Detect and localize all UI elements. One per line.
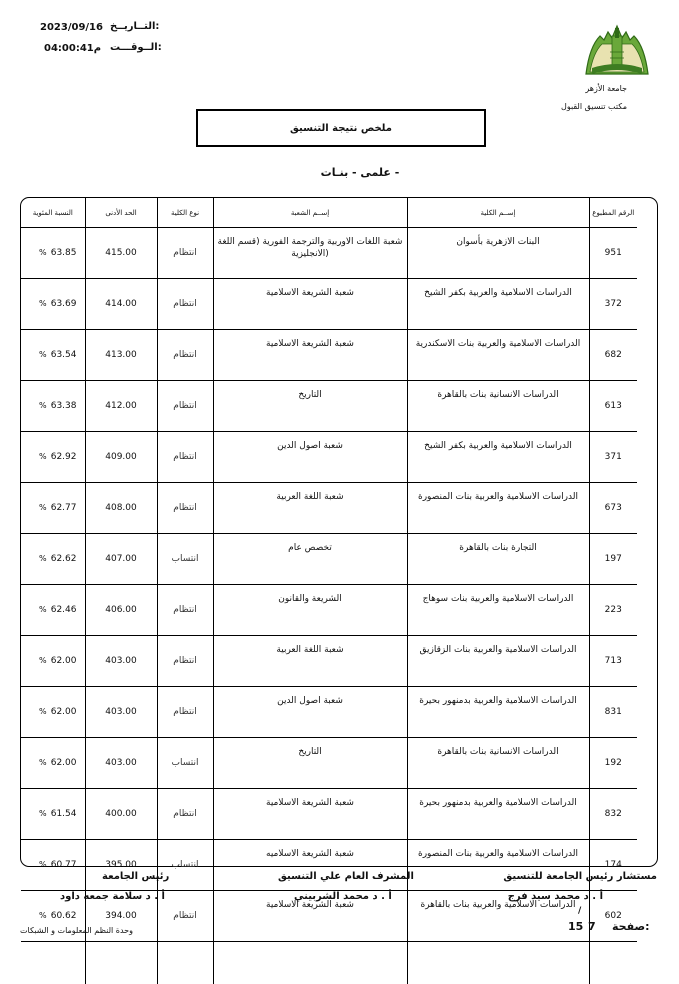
- cell-min-score: 415.00: [85, 228, 157, 279]
- cell-branch: الشريعة والقانون: [213, 585, 407, 636]
- page-separator: /: [578, 906, 581, 916]
- cell-percentage: [21, 840, 85, 891]
- cell-college: الدراسات الاسلامية والعربية بنات المنصورة: [407, 840, 589, 891]
- cell-type: انتظام: [157, 279, 213, 330]
- percent-value: 60.62: [51, 911, 77, 921]
- percent-value: 62.46: [51, 605, 77, 615]
- cell-college: التجارة بنات بالقاهرة: [407, 534, 589, 585]
- cell-type: انتظام: [157, 381, 213, 432]
- cell-branch: شعبة اللغة العربية: [213, 636, 407, 687]
- cell-type: انتظام: [157, 228, 213, 279]
- cell-college: الدراسات الاسلامية والعربية بكفر الشيخ: [407, 432, 589, 483]
- cell-college: الدراسات الاسلامية والعربية بنات سوهاج: [407, 585, 589, 636]
- percent-symbol: %: [39, 299, 47, 309]
- cell-college: الدراسات الاسلامية والعربية بنات الاسكندرية: [407, 330, 589, 381]
- cell-percentage: [21, 738, 85, 789]
- percent-symbol: %: [39, 401, 47, 411]
- cell-type: انتظام: [157, 585, 213, 636]
- cell-type: انتظام: [157, 636, 213, 687]
- page-number: 7: [588, 920, 596, 933]
- cell-min-score: 407.00: [85, 534, 157, 585]
- cell-college: الدراسات الاسلامية والعربية بنات بالقاهرة: [407, 891, 589, 942]
- cell-min-score: 413.00: [85, 330, 157, 381]
- cell-type: انتساب: [157, 534, 213, 585]
- cell-branch: شعبة الشريعة الاسلامية: [213, 891, 407, 942]
- table-row: [21, 483, 637, 534]
- percent-symbol: %: [39, 860, 47, 870]
- percent-symbol: %: [39, 605, 47, 615]
- percent-symbol: %: [39, 809, 47, 819]
- cell-branch: التاريخ: [213, 738, 407, 789]
- cell-college: الدراسات الاسلامية والعربية بنات الزقازيق: [407, 636, 589, 687]
- cell-college: الدراسات الاسلامية والعربية بدمنهور بحيرة: [407, 789, 589, 840]
- percent-value: 62.92: [51, 452, 77, 462]
- cell-college: الدراسات الانسانية بنات بالقاهرة: [407, 381, 589, 432]
- cell-min-score: 403.00: [85, 738, 157, 789]
- cell-college: الدراسات الاسلامية والعربية بنات المنصورة: [407, 483, 589, 534]
- cell-code: 602: [589, 891, 637, 942]
- col-header-min: الحد الأدنى: [85, 198, 157, 228]
- col-header-college: إســم الكلية: [407, 198, 589, 228]
- cell-type: انتساب: [157, 840, 213, 891]
- cell-branch: شعبة اصول الدين: [213, 432, 407, 483]
- cell-min-score: 403.00: [85, 636, 157, 687]
- office-name: مكتب تنسيق القبول: [561, 102, 627, 111]
- percent-value: 61.54: [51, 809, 77, 819]
- cell-percentage: [21, 279, 85, 330]
- advisor-title: مستشار رئيس الجامعة للتنسيق: [503, 871, 657, 882]
- table-row: [21, 534, 637, 585]
- cell-code: 832: [589, 789, 637, 840]
- cell-min-score: 395.00: [85, 840, 157, 891]
- table-row: [21, 585, 637, 636]
- report-title-box: [196, 109, 486, 147]
- page-total: 15: [568, 920, 583, 933]
- cell-code: 372: [589, 279, 637, 330]
- col-header-pct: النسبة المئوية: [21, 198, 85, 228]
- cell-min-score: 409.00: [85, 432, 157, 483]
- table-filler-row: [21, 942, 637, 984]
- cell-branch: شعبة الشريعة الاسلامية: [213, 279, 407, 330]
- col-header-type: نوع الكلية: [157, 198, 213, 228]
- percent-symbol: %: [39, 503, 47, 513]
- university-name: جامعة الأزهر: [585, 84, 627, 93]
- cell-min-score: 408.00: [85, 483, 157, 534]
- cell-min-score: 406.00: [85, 585, 157, 636]
- percent-symbol: %: [39, 656, 47, 666]
- percent-value: 63.69: [51, 299, 77, 309]
- cell-percentage: [21, 228, 85, 279]
- cell-branch: تخصص عام: [213, 534, 407, 585]
- president-name: أ . د سلامة جمعه داود: [60, 891, 165, 902]
- report-subtitle: - علمى - بنـات: [280, 166, 440, 179]
- percent-value: 62.62: [51, 554, 77, 564]
- supervisor-name: أ . د محمد الشربيني: [294, 891, 392, 902]
- cell-percentage: [21, 483, 85, 534]
- percent-value: 62.00: [51, 758, 77, 768]
- table-row: [21, 432, 637, 483]
- cell-type: انتظام: [157, 432, 213, 483]
- table-row: [21, 279, 637, 330]
- cell-percentage: [21, 636, 85, 687]
- cell-min-score: 403.00: [85, 687, 157, 738]
- cell-college: الدراسات الاسلامية والعربية بكفر الشيخ: [407, 279, 589, 330]
- president-title: رئيس الجامعة: [102, 871, 169, 882]
- percent-value: 62.77: [51, 503, 77, 513]
- table-row: [21, 789, 637, 840]
- cell-code: 223: [589, 585, 637, 636]
- cell-code: 673: [589, 483, 637, 534]
- table-row: [21, 840, 637, 891]
- table-row: [21, 738, 637, 789]
- percent-symbol: %: [39, 758, 47, 768]
- cell-branch: شعبة اللغات الاوربية والترجمة الفورية (قسم اللغة (الانجليزية: [213, 228, 407, 279]
- cell-branch: شعبة الشريعة الاسلامية: [213, 330, 407, 381]
- table-row: [21, 636, 637, 687]
- cell-college: الدراسات الانسانية بنات بالقاهرة: [407, 738, 589, 789]
- results-table: [21, 198, 637, 984]
- cell-code: 713: [589, 636, 637, 687]
- table-header-row: [21, 198, 637, 228]
- cell-code: 613: [589, 381, 637, 432]
- cell-type: انتظام: [157, 687, 213, 738]
- cell-min-score: 414.00: [85, 279, 157, 330]
- percent-symbol: %: [39, 248, 47, 258]
- percent-value: 62.00: [51, 656, 77, 666]
- cell-college: البنات الازهرية بأسوان: [407, 228, 589, 279]
- percent-symbol: %: [39, 554, 47, 564]
- results-table-frame: [20, 197, 658, 867]
- cell-percentage: [21, 585, 85, 636]
- cell-min-score: 400.00: [85, 789, 157, 840]
- percent-value: 63.54: [51, 350, 77, 360]
- cell-type: انتظام: [157, 330, 213, 381]
- date-value: 2023/09/16: [40, 22, 103, 33]
- cell-code: 951: [589, 228, 637, 279]
- cell-college: الدراسات الاسلامية والعربية بدمنهور بحيرة: [407, 687, 589, 738]
- cell-code: 371: [589, 432, 637, 483]
- cell-min-score: 412.00: [85, 381, 157, 432]
- cell-branch: شعبة الشريعة الاسلاميه: [213, 840, 407, 891]
- cell-branch: شعبة اصول الدين: [213, 687, 407, 738]
- cell-code: 192: [589, 738, 637, 789]
- table-row: [21, 228, 637, 279]
- table-row: [21, 330, 637, 381]
- cell-code: 682: [589, 330, 637, 381]
- cell-percentage: [21, 381, 85, 432]
- cell-percentage: [21, 687, 85, 738]
- percent-value: 63.85: [51, 248, 77, 258]
- cell-percentage: [21, 534, 85, 585]
- cell-type: انتظام: [157, 483, 213, 534]
- col-header-code: الرقم المطبوع: [589, 198, 637, 228]
- cell-percentage: [21, 330, 85, 381]
- col-header-branch: إســم الشعبة: [213, 198, 407, 228]
- percent-symbol: %: [39, 350, 47, 360]
- cell-type: انتظام: [157, 789, 213, 840]
- cell-min-score: 394.00: [85, 891, 157, 942]
- report-title: ملخص نتيجة التنسيق: [290, 123, 392, 134]
- cell-branch: شعبة اللغة العربية: [213, 483, 407, 534]
- cell-code: 174: [589, 840, 637, 891]
- percent-symbol: %: [39, 452, 47, 462]
- table-row: [21, 381, 637, 432]
- time-value: 04:00:41م: [44, 43, 101, 54]
- cell-percentage: [21, 432, 85, 483]
- cell-type: انتظام: [157, 891, 213, 942]
- time-label: الــوقـــت:: [110, 42, 162, 53]
- cell-code: 831: [589, 687, 637, 738]
- percent-symbol: %: [39, 911, 47, 921]
- page-label: صفحة:: [612, 920, 650, 933]
- footer-unit: وحدة النظم المعلومات و الشبكات: [20, 926, 133, 935]
- table-row: [21, 687, 637, 738]
- cell-branch: شعبة الشريعة الاسلامية: [213, 789, 407, 840]
- percent-value: 63.38: [51, 401, 77, 411]
- percent-value: 60.77: [51, 860, 77, 870]
- al-azhar-university-logo: [582, 22, 652, 80]
- cell-code: 197: [589, 534, 637, 585]
- cell-branch: التاريخ: [213, 381, 407, 432]
- cell-type: انتساب: [157, 738, 213, 789]
- percent-symbol: %: [39, 707, 47, 717]
- advisor-name: أ . د محمد سيد فرج: [508, 891, 603, 902]
- cell-percentage: [21, 789, 85, 840]
- date-label: التــاريــخ:: [110, 21, 159, 32]
- supervisor-title: المشرف العام علي التنسيق: [278, 871, 414, 882]
- percent-value: 62.00: [51, 707, 77, 717]
